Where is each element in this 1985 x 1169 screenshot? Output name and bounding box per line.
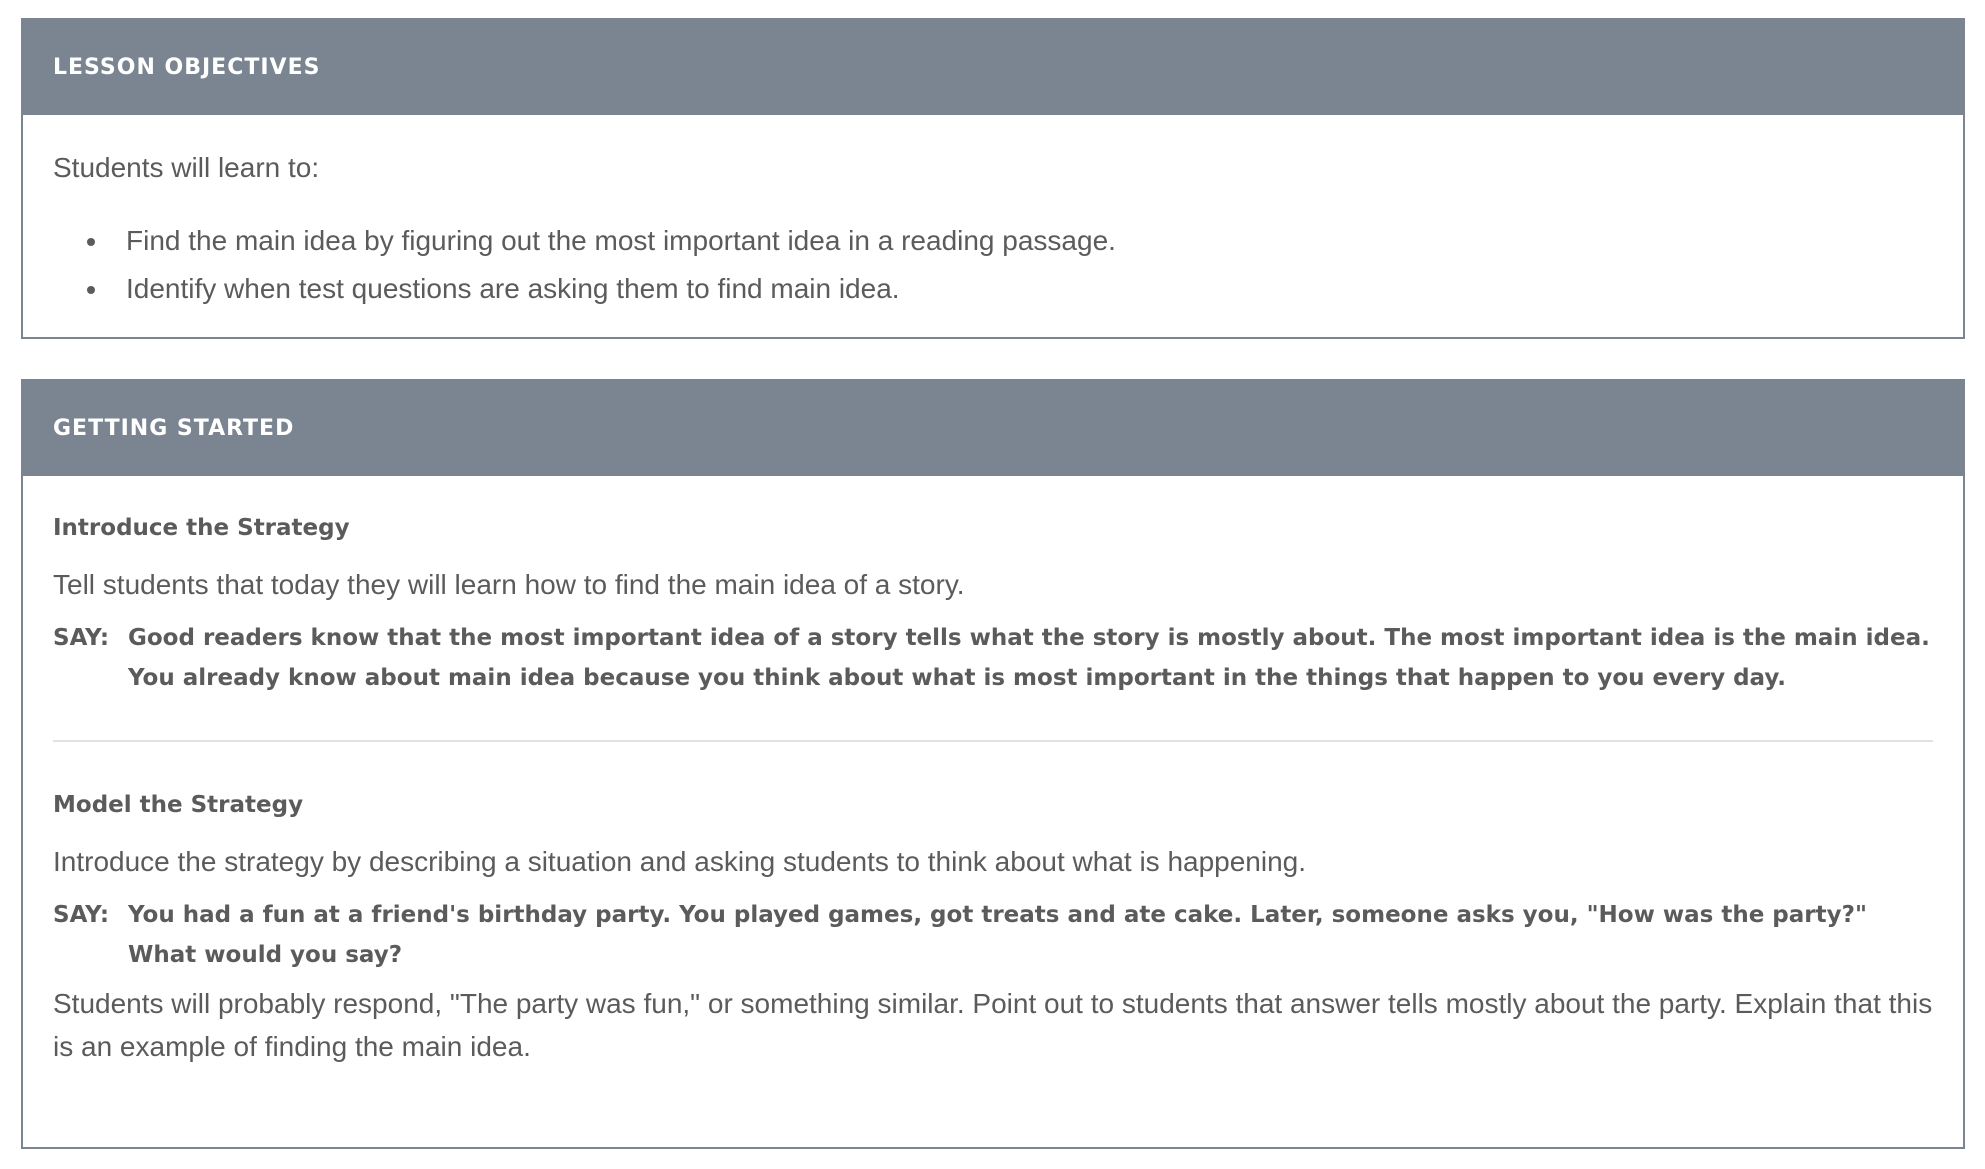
lesson-objectives-header — [23, 20, 1963, 115]
introduce-strategy-text: Tell students that today they will learn how to find the main idea of a story. — [53, 569, 965, 600]
model-strategy-text: Introduce the strategy by describing a situation and asking students to think about what is happening. — [53, 846, 1307, 877]
getting-started-title: GETTING STARTED — [53, 416, 295, 441]
model-strategy-heading: Model the Strategy — [53, 792, 304, 818]
lesson-objectives-panel — [21, 18, 1965, 339]
say-label: SAY: — [53, 625, 110, 651]
lesson-objectives-title: LESSON OBJECTIVES — [53, 55, 321, 80]
model-followup-text: Students will probably respond, "The party was fun," or something similar. Point out to students that answer tells mostly about the party. Explain that this is an example of finding the main idea. — [53, 988, 1933, 1062]
introduce-say-block — [53, 618, 1933, 698]
section-divider — [53, 740, 1933, 742]
objective-item: • Identify when test questions are asking them to find main idea. — [110, 265, 1933, 313]
objectives-list — [53, 217, 1933, 313]
model-say-block — [53, 895, 1933, 975]
getting-started-body — [23, 513, 1963, 1068]
objective-item: • Find the main idea by figuring out the most important idea in a reading passage. — [110, 217, 1933, 265]
say-label: SAY: — [53, 902, 110, 928]
say-text: Good readers know that the most important idea of a story tells what the story is mostly about. The most important idea is the main idea. You already know about main idea because you think about what is most important in the things that happen to you every day. — [128, 625, 1930, 691]
introduce-strategy-heading: Introduce the Strategy — [53, 515, 350, 541]
objectives-intro: Students will learn to: — [53, 152, 320, 183]
getting-started-panel — [21, 379, 1965, 1149]
getting-started-header — [23, 381, 1963, 476]
lesson-objectives-body — [23, 115, 1963, 313]
say-text: You had a fun at a friend's birthday party. You played games, got treats and ate cake. Later, someone asks you, "How was the party?" What would you say? — [128, 902, 1867, 968]
